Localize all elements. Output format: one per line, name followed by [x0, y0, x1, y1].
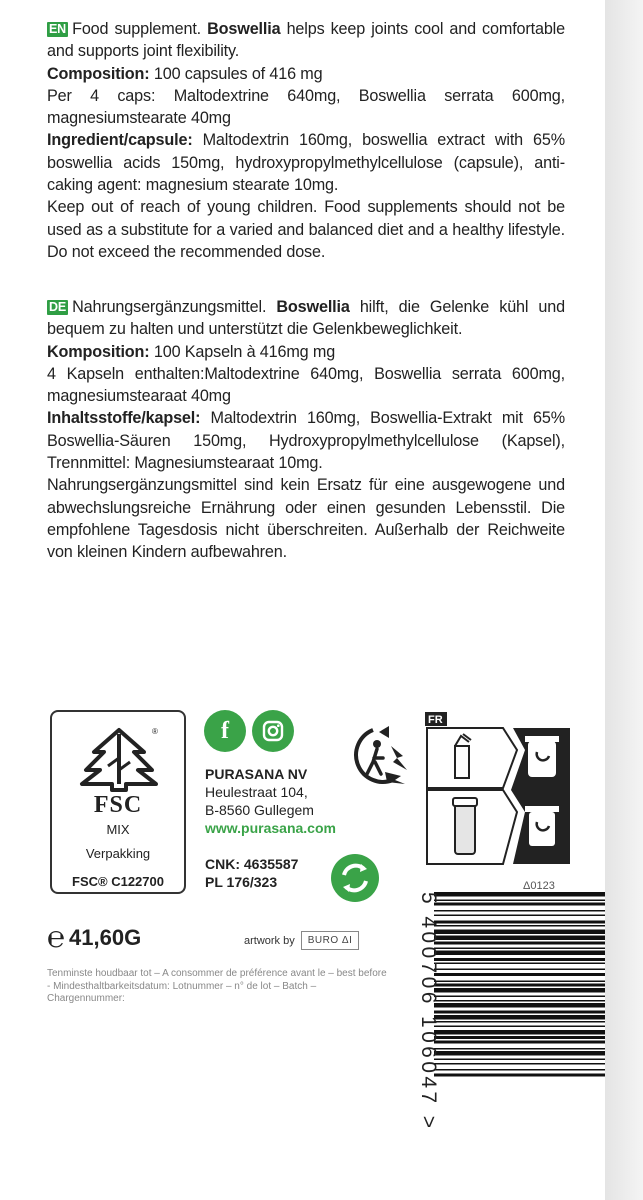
package-edge [605, 0, 643, 1200]
barcode-bar [434, 930, 605, 935]
de-warning: Nahrungsergänzungsmittel sind kein Ersatz für eine ausgewogene und abwechslungsreiche Ernährung oder einen gesunden Lebensstil. Die empfohlene Tagesdosis nicht überschreiten. Außerhalb der Reichweite von kleinen Kindern aufbewahren. [47, 476, 565, 562]
best-before-lot-text: Tenminste houdbaar tot – A consommer de préférence avant le – best before - Mindesthaltbarkeitsdatum: Lotnummer – n° de lot – Batch – Chargennummer: [47, 968, 387, 1004]
barcode-bar [434, 925, 605, 927]
de-per-caps: 4 Kapseln enthalten:Maltodextrine 640mg, Boswellia serrata 600mg, magnesiumstearaat 40mg [47, 364, 565, 406]
de-composition: Komposition: 100 Kapseln à 416mg mg [47, 342, 336, 361]
barcode-bar [434, 903, 605, 906]
company-info [205, 765, 336, 837]
product-codes [205, 855, 298, 891]
barcode-bar [434, 1015, 605, 1020]
barcode-bar [434, 958, 605, 961]
barcode-bar [434, 1003, 605, 1008]
barcode-bar [434, 1051, 605, 1056]
company-name: PURASANA NV [205, 766, 308, 782]
barcode-bar [434, 921, 605, 924]
triman-recycling-icon [345, 722, 415, 788]
de-brand: Boswellia [276, 298, 350, 316]
barcode-digits [408, 890, 440, 1190]
fsc-code: FSC® C122700 [72, 874, 164, 889]
barcode-bar [434, 1063, 605, 1065]
barcode-bar [434, 892, 605, 897]
barcode-bar [434, 1048, 605, 1050]
company-street: Heulestraat 104, [205, 784, 308, 800]
barcode-bar [434, 1026, 605, 1028]
en-language-badge: EN [49, 22, 67, 36]
net-weight [47, 921, 142, 954]
german-text-block [47, 296, 565, 564]
barcode-bar [434, 1021, 605, 1023]
barcode-bar [434, 1011, 605, 1014]
barcode-bar [434, 969, 605, 971]
company-website: www.purasana.com [205, 820, 336, 836]
estimated-sign-icon: ℮ [47, 921, 66, 954]
barcode-bar [434, 1000, 605, 1002]
en-intro: EN Food supplement. Boswellia helps keep joints cool and comfortable and supports joint flexibility. [47, 20, 565, 61]
barcode-bar [434, 948, 605, 950]
barcode-bar [434, 1074, 605, 1077]
facebook-icon: f [204, 710, 246, 752]
en-composition: Composition: 100 capsules of 416 mg [47, 64, 323, 83]
net-weight-value: 41,60G [69, 925, 142, 950]
fsc-logo-text: FSC [93, 792, 143, 818]
fr-sorting-info-icon [425, 712, 570, 866]
svg-text:®: ® [152, 727, 158, 736]
barcode-bar [434, 900, 605, 902]
barcode-bar [434, 1069, 605, 1071]
en-warning: Keep out of reach of young children. Food supplements should not be used as a substitute for a varied and balanced diet and a healthy lifestyle. Do not exceed the recommended dose. [47, 198, 565, 261]
barcode-bar [434, 1041, 605, 1044]
barcode-bar [434, 988, 605, 993]
barcode-bar [434, 915, 605, 917]
fr-label: FR [428, 714, 443, 726]
barcode-bar [434, 951, 605, 956]
english-text-block [47, 18, 565, 263]
triman-code: Δ0123 [523, 880, 555, 892]
de-ingredients: Inhaltsstoffe/kapsel: Maltodextrin 160mg, Boswellia-Extrakt mit 65% Boswellia-Säuren 150mg, Hydroxypropylmethylcellulose (Kapsel), Trennmittel: Magnesiumstearaat 10mg. [47, 409, 565, 473]
barcode-bar [434, 1059, 605, 1061]
barcode-bar [434, 942, 605, 945]
barcode-bar [434, 981, 605, 983]
barcode-bar [434, 963, 605, 965]
fsc-mix: MIX [106, 822, 130, 837]
artwork-credit: artwork by BURO ΔI [244, 931, 359, 950]
green-dot-icon [330, 853, 380, 903]
barcode-bar [434, 996, 605, 998]
de-intro: DE Nahrungsergänzungsmittel. Boswellia hilft, die Gelenke kühl und bequem zu halten und unterstützt die Gelenkbeweglichkeit. [47, 298, 565, 339]
en-per-caps: Per 4 caps: Maltodextrine 640mg, Boswellia serrata 600mg, magnesiumstearate 40mg [47, 86, 565, 128]
fsc-certification-box [50, 710, 186, 894]
svg-text:5 400706 106047 >: 5 400706 106047 > [417, 892, 440, 1132]
fsc-tree-icon [74, 722, 164, 792]
barcode-bar [434, 936, 605, 941]
fsc-verpakking: Verpakking [85, 846, 151, 861]
barcode-bar [434, 1030, 605, 1035]
buro-logo: BURO ΔI [301, 931, 360, 950]
barcode-bar [434, 910, 605, 912]
de-language-badge: DE [49, 300, 67, 314]
instagram-icon [252, 710, 294, 752]
en-brand: Boswellia [207, 20, 281, 38]
en-ingredients: Ingredient/capsule: Maltodextrin 160mg, boswellia extract with 65% boswellia acids 150mg, hydroxypropylmethylcellulose (capsule), anti-caking agent: magnesium stearate 10mg. [47, 131, 565, 195]
pl-code: PL 176/323 [205, 874, 278, 890]
barcode-bar [434, 973, 605, 976]
barcode-bar [434, 1036, 605, 1039]
cnk-code: CNK: 4635587 [205, 856, 299, 872]
barcode-bar [434, 984, 605, 987]
company-city: B-8560 Gullegem [205, 802, 314, 818]
